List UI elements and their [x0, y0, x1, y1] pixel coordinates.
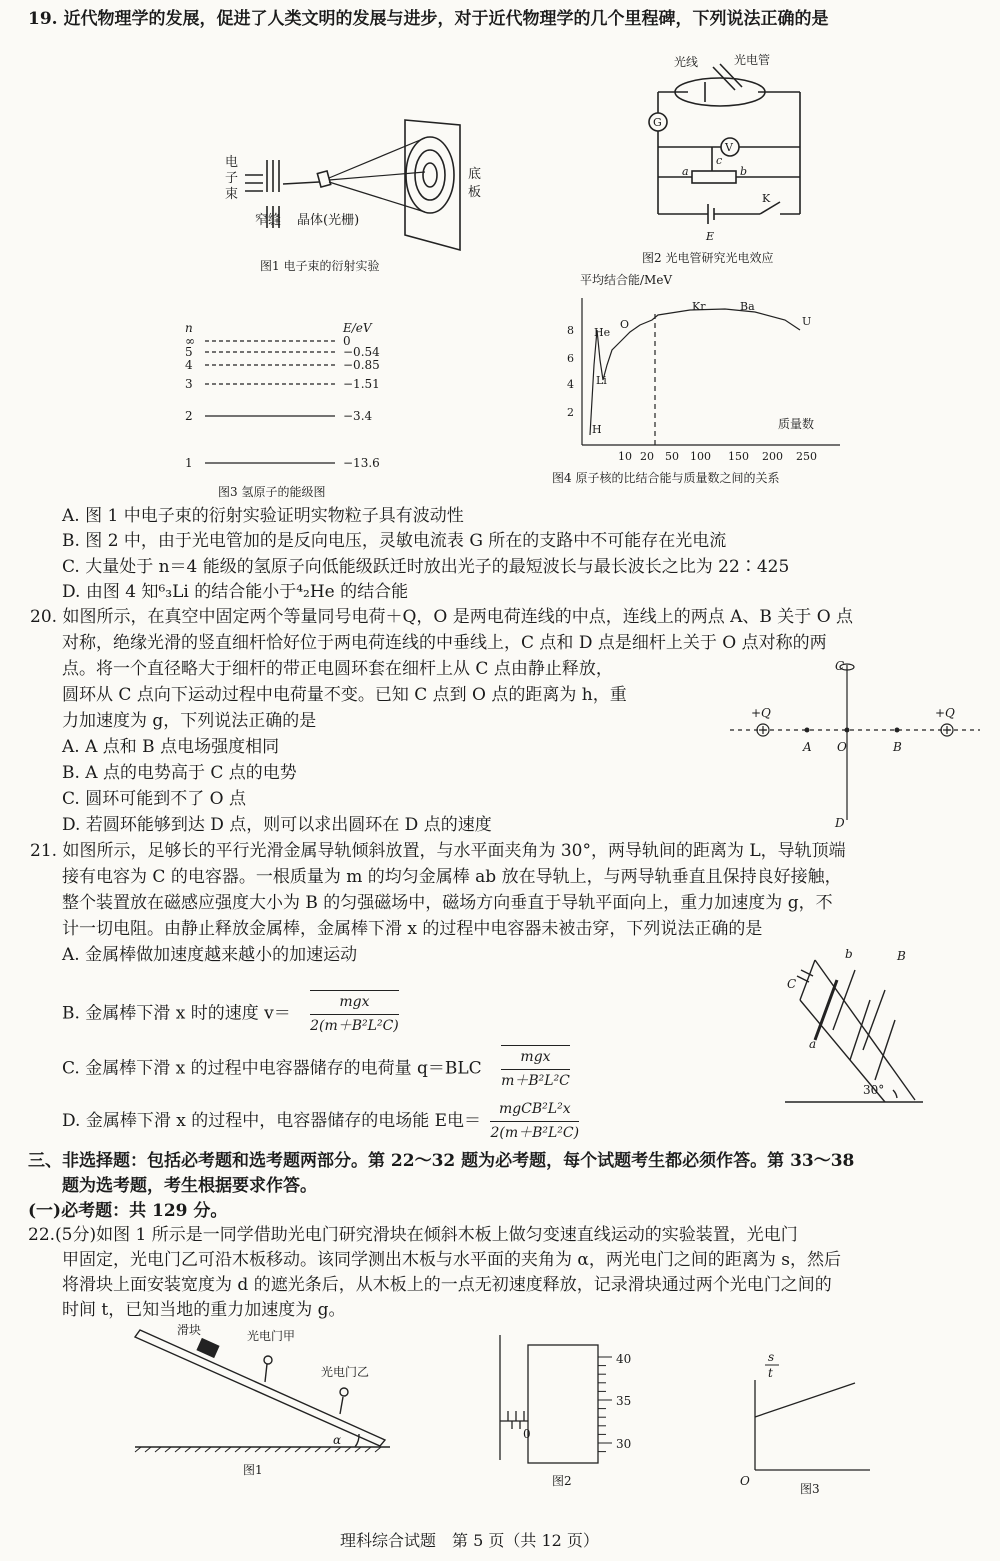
svg-text:V: V — [725, 141, 733, 154]
svg-text:He: He — [594, 326, 611, 339]
q20-option-a: A. A 点和 B 点电场强度相同 — [62, 737, 280, 757]
svg-text:子: 子 — [225, 171, 239, 186]
q20-line: 力加速度为 g，下列说法正确的是 — [62, 711, 317, 731]
q21-line: 计一切电阻。由静止释放金属棒，金属棒下滑 x 的过程中电容器未被击穿，下列说法正确的是 — [62, 919, 763, 939]
q21-option-d: D. 金属棒下滑 x 的过程中，电容器储存的电场能 E电＝ mgCB²L²x 2(m＋B²L²C) — [62, 1098, 579, 1145]
svg-text:A: A — [803, 740, 812, 754]
fig3-energy-levels — [185, 318, 415, 503]
section3-heading: 三、非选择题：包括必考题和选考题两部分。第 22～32 题为必考题，每个试题考生都必须作答。第 33～38 — [28, 1151, 855, 1171]
svg-text:G: G — [653, 116, 662, 129]
svg-text:30: 30 — [616, 1437, 632, 1451]
svg-text:D: D — [835, 816, 845, 830]
q21-figure — [785, 940, 925, 1105]
q19-option-a: A. 图 1 中电子束的衍射实验证明实物粒子具有波动性 — [62, 506, 464, 526]
svg-text:0: 0 — [523, 1427, 531, 1441]
svg-text:10: 10 — [618, 450, 632, 463]
svg-text:250: 250 — [796, 450, 817, 463]
svg-text:光电门甲: 光电门甲 — [247, 1329, 296, 1343]
svg-text:b: b — [740, 165, 748, 178]
energy-level-n: 2 — [185, 409, 193, 423]
energy-level-e: −1.51 — [343, 377, 380, 391]
q21-option-b: B. 金属棒下滑 x 时的速度 v＝ mgx 2(m＋B²L²C) — [62, 990, 399, 1038]
svg-text:n: n — [185, 321, 193, 335]
fig4-caption: 图4 原子核的比结合能与质量数之间的关系 — [552, 471, 780, 485]
energy-level-e: −3.4 — [343, 409, 373, 423]
svg-text:K: K — [762, 192, 771, 205]
svg-text:质量数: 质量数 — [778, 417, 815, 431]
q20-line: 20. 如图所示，在真空中固定两个等量同号电荷＋Q，O 是两电荷连线的中点，连线上的两点 A、B 关于 O 点 — [30, 607, 854, 627]
q22-fig2-micrometer — [488, 1335, 648, 1490]
svg-text:a: a — [682, 165, 689, 178]
q20-option-d: D. 若圆环能够到达 D 点，则可以求出圆环在 D 点的速度 — [62, 815, 492, 835]
fig2-caption: 图2 光电管研究光电效应 — [642, 251, 774, 265]
svg-text:图3: 图3 — [800, 1482, 820, 1496]
q20-figure — [725, 655, 980, 835]
svg-text:滑块: 滑块 — [177, 1323, 202, 1337]
svg-text:+Q: +Q — [751, 706, 771, 720]
fig1-electron-diffraction — [215, 100, 495, 290]
svg-text:板: 板 — [468, 185, 482, 200]
svg-text:C: C — [835, 659, 845, 673]
q21-option-c: C. 金属棒下滑 x 的过程中电容器储存的电荷量 q＝BLC mgx m＋B²L²C — [62, 1045, 570, 1093]
q22-fig3-graph — [735, 1345, 875, 1495]
svg-text:100: 100 — [690, 450, 711, 463]
energy-level-e: −13.6 — [343, 456, 380, 470]
svg-text:c: c — [716, 154, 723, 167]
fig4-binding-energy — [540, 270, 870, 490]
q22-line: 22.(5分)如图 1 所示是一同学借助光电门研究滑块在倾斜木板上做匀变速直线运动的实验装置，光电门 — [28, 1225, 798, 1245]
q19-option-d: D. 由图 4 知⁶₃Li 的结合能小于⁴₂He 的结合能 — [62, 582, 409, 602]
svg-text:b: b — [845, 947, 853, 961]
energy-level-n: 4 — [185, 358, 193, 372]
fig1-beam-label: 电 — [225, 155, 239, 170]
svg-text:30°: 30° — [863, 1083, 885, 1097]
fig2-photoelectric-circuit — [630, 52, 830, 267]
svg-text:150: 150 — [728, 450, 749, 463]
svg-text:+Q: +Q — [935, 706, 955, 720]
svg-text:C: C — [787, 977, 797, 991]
svg-text:光电管: 光电管 — [734, 53, 771, 67]
q22-line: 时间 t，已知当地的重力加速度为 g。 — [62, 1300, 346, 1320]
fig1-slit-label: 窄缝 — [255, 213, 282, 228]
svg-text:Ba: Ba — [740, 300, 755, 313]
svg-text:E/eV: E/eV — [343, 321, 372, 335]
svg-text:B: B — [893, 740, 902, 754]
svg-text:图2: 图2 — [552, 1474, 572, 1488]
svg-text:50: 50 — [665, 450, 679, 463]
q21-line: 整个装置放在磁感应强度大小为 B 的匀强磁场中，磁场方向垂直于导轨平面向上，重力加速度为 g，不 — [62, 893, 833, 913]
q19-stem: 19. 近代物理学的发展，促进了人类文明的发展与进步，对于近代物理学的几个里程碑，下列说法正确的是 — [28, 9, 829, 29]
svg-text:6: 6 — [567, 352, 574, 365]
q22-line: 甲固定，光电门乙可沿木板移动。该同学测出木板与水平面的夹角为 α，两光电门之间的距离为 s，然后 — [62, 1250, 842, 1270]
svg-text:t: t — [768, 1366, 773, 1380]
svg-text:U: U — [802, 315, 812, 328]
q20-line: 对称，绝缘光滑的竖直细杆恰好位于两电荷连线的中垂线上，C 点和 D 点是细杆上关于 O 点对称的两 — [62, 633, 827, 653]
q20-line: 点。将一个直径略大于细杆的带正电圆环套在细杆上从 C 点由静止释放， — [62, 659, 613, 679]
svg-text:B: B — [897, 949, 906, 963]
svg-text:O: O — [837, 740, 847, 754]
energy-level-n: 3 — [185, 377, 193, 391]
section3-heading-cont: 题为选考题，考生根据要求作答。 — [62, 1176, 317, 1196]
svg-text:Kr: Kr — [692, 300, 706, 313]
svg-text:8: 8 — [567, 324, 574, 337]
q21-option-a: A. 金属棒做加速度越来越小的加速运动 — [62, 945, 358, 965]
energy-level-n: ∞ — [185, 334, 195, 348]
fig3-caption: 图3 氢原子的能级图 — [218, 485, 326, 499]
svg-text:4: 4 — [567, 378, 574, 391]
required-heading: (一)必考题：共 129 分。 — [28, 1201, 228, 1221]
svg-text:40: 40 — [616, 1352, 632, 1366]
q22-fig1-incline — [135, 1322, 395, 1482]
svg-text:H: H — [592, 423, 602, 436]
energy-level-n: 1 — [185, 456, 193, 470]
fig4-ylabel: 平均结合能/MeV — [580, 273, 673, 287]
energy-level-n: 5 — [185, 345, 193, 359]
svg-text:a: a — [809, 1037, 817, 1051]
svg-text:光线: 光线 — [674, 55, 699, 69]
svg-text:20: 20 — [640, 450, 654, 463]
q20-line: 圆环从 C 点向下运动过程中电荷量不变。已知 C 点到 O 点的距离为 h，重 — [62, 685, 627, 705]
svg-text:s: s — [768, 1350, 775, 1364]
q20-option-b: B. A 点的电势高于 C 点的电势 — [62, 763, 297, 783]
svg-text:图1: 图1 — [243, 1463, 263, 1477]
q21-line: 接有电容为 C 的电容器。一根质量为 m 的均匀金属棒 ab 放在导轨上，与两导轨垂直且保持良好接触， — [62, 867, 842, 887]
svg-text:光电门乙: 光电门乙 — [321, 1365, 370, 1379]
page-footer: 理科综合试题 第 5 页（共 12 页） — [340, 1531, 599, 1550]
q22-line: 将滑块上面安装宽度为 d 的遮光条后，从木板上的一点无初速度释放，记录滑块通过两个光电门之间的 — [62, 1275, 832, 1295]
svg-text:束: 束 — [225, 187, 239, 202]
q19-option-b: B. 图 2 中，由于光电管加的是反向电压，灵敏电流表 G 所在的支路中不可能存在光电流 — [62, 531, 727, 551]
energy-level-e: −0.85 — [343, 358, 380, 372]
svg-text:底: 底 — [468, 167, 482, 182]
energy-level-e: 0 — [343, 334, 351, 348]
svg-text:Li: Li — [596, 374, 607, 387]
svg-text:200: 200 — [762, 450, 783, 463]
svg-text:2: 2 — [567, 406, 574, 419]
fig1-caption: 图1 电子束的衍射实验 — [260, 259, 380, 273]
q20-option-c: C. 圆环可能到不了 O 点 — [62, 789, 246, 809]
energy-level-e: −0.54 — [343, 345, 380, 359]
q19-option-c: C. 大量处于 n＝4 能级的氢原子向低能级跃迁时放出光子的最短波长与最长波长之比为 22∶425 — [62, 557, 790, 577]
svg-text:O: O — [620, 318, 630, 331]
svg-text:O: O — [740, 1474, 750, 1488]
q21-line: 21. 如图所示，足够长的平行光滑金属导轨倾斜放置，与水平面夹角为 30°，两导轨间的距离为 L，导轨顶端 — [30, 841, 846, 861]
svg-text:α: α — [333, 1433, 342, 1447]
svg-text:35: 35 — [616, 1394, 632, 1408]
fig1-crystal-label: 晶体(光栅) — [297, 213, 360, 228]
svg-text:E: E — [706, 230, 715, 243]
